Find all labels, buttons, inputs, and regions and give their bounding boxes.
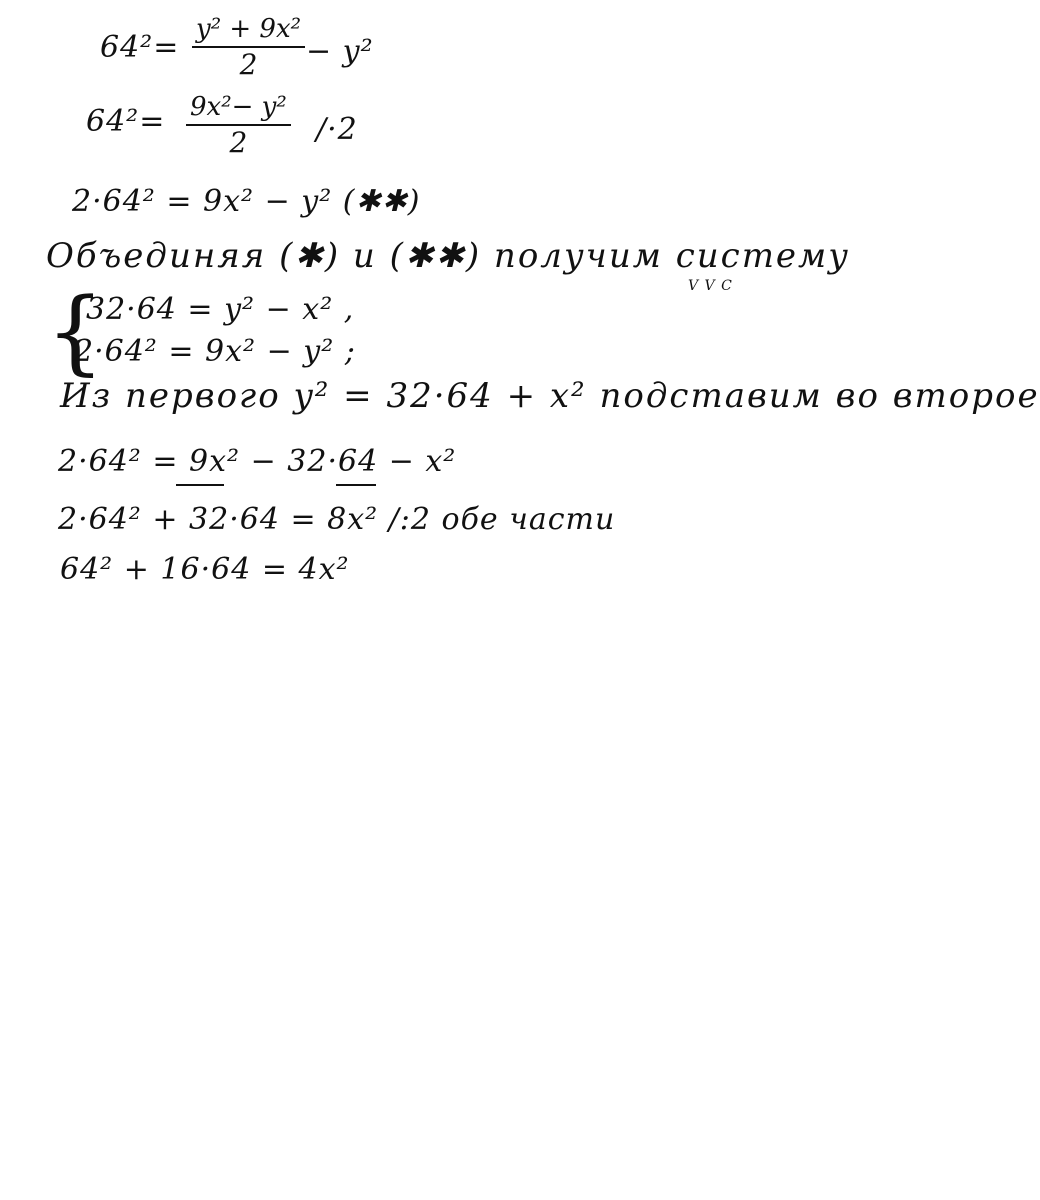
line-1-rhs: − y² (306, 34, 374, 69)
line-1-lhs: 64²= (100, 30, 180, 65)
line-2-note: /·2 (316, 112, 358, 147)
line-1-denominator: 2 (239, 48, 258, 81)
system-brace: { (46, 278, 105, 385)
system-equation-2: 2·64² = 9x² − y² ; (74, 334, 356, 369)
line-9: 2·64² + 32·64 = 8x² /:2 обе части (58, 502, 616, 537)
line-4-mark: V V C (688, 278, 733, 294)
line-2-denominator: 2 (229, 126, 248, 159)
line-4-text: Объединяя (✱) и (✱✱) получим систему (46, 236, 850, 276)
system-equation-1: 32·64 = y² − x² , (86, 292, 355, 327)
underline-x2 (336, 484, 376, 486)
line-2-fraction (186, 92, 291, 158)
line-1-numerator: y² + 9x² (196, 14, 302, 44)
line-8: 2·64² = 9x² − 32·64 − x² (58, 444, 457, 479)
line-2-numerator: 9x²− y² (190, 92, 287, 122)
line-3: 2·64² = 9x² − y² (✱✱) (72, 184, 421, 219)
line-7-text: Из первого y² = 32·64 + x² подставим во второе (60, 376, 1040, 416)
line-1-fraction (192, 14, 305, 80)
line-2-lhs: 64²= (86, 104, 166, 139)
underline-9x2 (176, 484, 224, 486)
line-10: 64² + 16·64 = 4x² (60, 552, 350, 587)
